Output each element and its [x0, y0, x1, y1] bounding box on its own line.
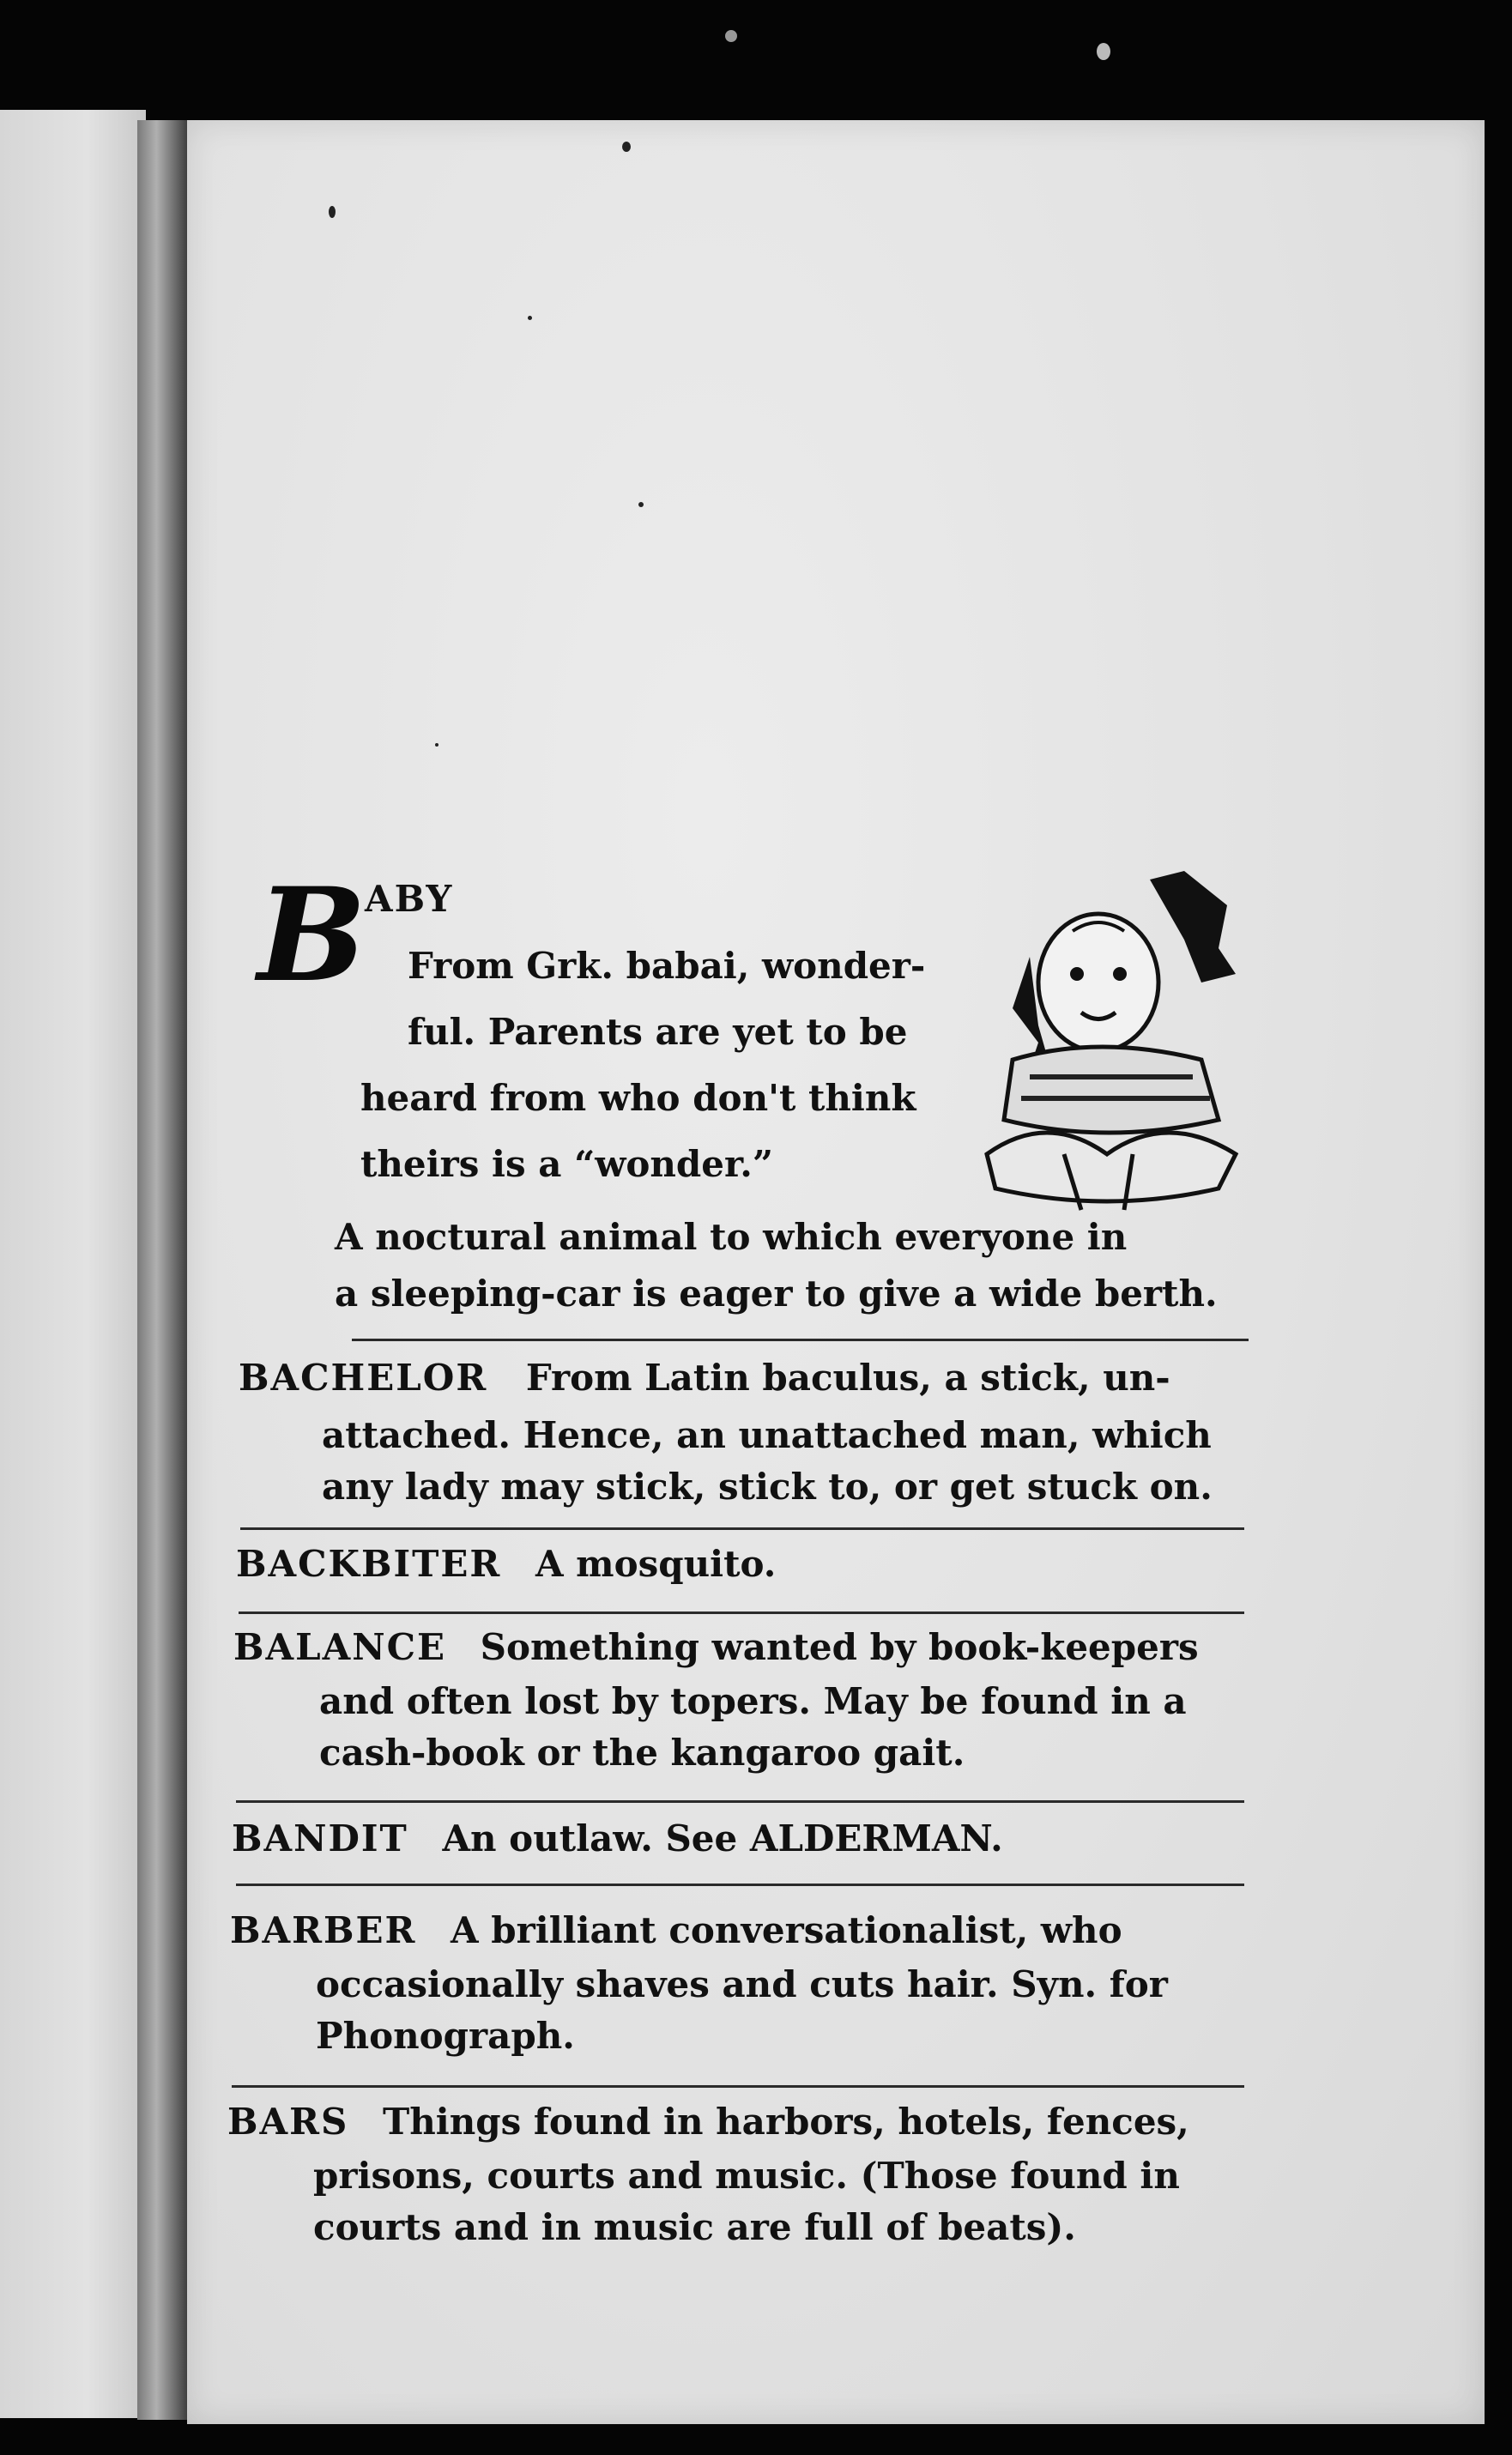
entry-divider — [232, 2085, 1244, 2088]
dust-speck — [435, 743, 438, 747]
book-gutter — [137, 120, 192, 2420]
facing-page-edge — [0, 110, 146, 2418]
baby-line-6: a sleeping-car is eager to give a wide berth. — [335, 1273, 1218, 1315]
headword-backbiter: BACKBITER — [236, 1543, 502, 1585]
dust-speck — [1097, 43, 1110, 60]
baby-line-1: From Grk. babai, wonder- — [408, 945, 926, 987]
dust-speck — [329, 206, 336, 218]
baby-line-4: theirs is a “wonder.” — [360, 1143, 774, 1185]
baby-illustration — [978, 871, 1253, 1214]
baby-line-2: ful. Parents are yet to be — [408, 1011, 908, 1053]
backbiter-line-1 — [236, 1540, 776, 1588]
bachelor-line-2: attached. Hence, an unattached man, which — [322, 1414, 1212, 1456]
balance-line-2: and often lost by topers. May be found in a — [319, 1680, 1187, 1722]
barber-line-1 — [230, 1907, 1122, 1955]
headword-bars: BARS — [227, 2101, 349, 2143]
backbiter-text-1: A mosquito. — [535, 1543, 777, 1585]
baby-line-3: heard from who don't think — [360, 1077, 916, 1119]
dust-speck — [725, 30, 737, 42]
entry-divider — [352, 1339, 1249, 1341]
headword-barber: BARBER — [230, 1909, 417, 1951]
barber-text-1: A brilliant conversationalist, who — [451, 1909, 1122, 1951]
barber-line-2: occasionally shaves and cuts hair. Syn. for — [316, 1963, 1168, 2005]
balance-line-3: cash-book or the kangaroo gait. — [319, 1732, 965, 1774]
entry-divider — [239, 1611, 1244, 1614]
bars-line-3: courts and in music are full of beats). — [313, 2206, 1076, 2248]
headword-bachelor: BACHELOR — [239, 1357, 488, 1399]
dust-speck — [528, 316, 532, 320]
bars-line-1 — [227, 2098, 1189, 2146]
bandit-text-1: An outlaw. See ALDERMAN. — [442, 1817, 1003, 1859]
entry-divider — [240, 1527, 1244, 1530]
baby-line-5: A noctural animal to which everyone in — [335, 1216, 1128, 1258]
balance-text-1: Something wanted by book-keepers — [480, 1626, 1199, 1668]
bars-text-1: Things found in harbors, hotels, fences, — [382, 2101, 1189, 2143]
dust-speck — [638, 502, 644, 507]
bars-line-2: prisons, courts and music. (Those found in — [313, 2155, 1180, 2197]
barber-line-3: Phonograph. — [316, 2015, 575, 2057]
bachelor-line-3: any lady may stick, stick to, or get stuck on. — [322, 1466, 1213, 1508]
entry-divider — [236, 1884, 1244, 1886]
headword-bandit: BANDIT — [232, 1817, 408, 1859]
headword-baby-rest: ABY — [365, 878, 454, 920]
bandit-line-1 — [232, 1815, 1003, 1863]
headword-balance: BALANCE — [233, 1626, 447, 1668]
bachelor-text-1: From Latin baculus, a stick, un- — [525, 1357, 1170, 1399]
balance-line-1 — [233, 1624, 1199, 1672]
bachelor-line-1 — [239, 1354, 1170, 1402]
entry-divider — [236, 1800, 1244, 1803]
dust-speck — [622, 142, 631, 152]
drop-cap-b: B — [257, 860, 366, 1011]
